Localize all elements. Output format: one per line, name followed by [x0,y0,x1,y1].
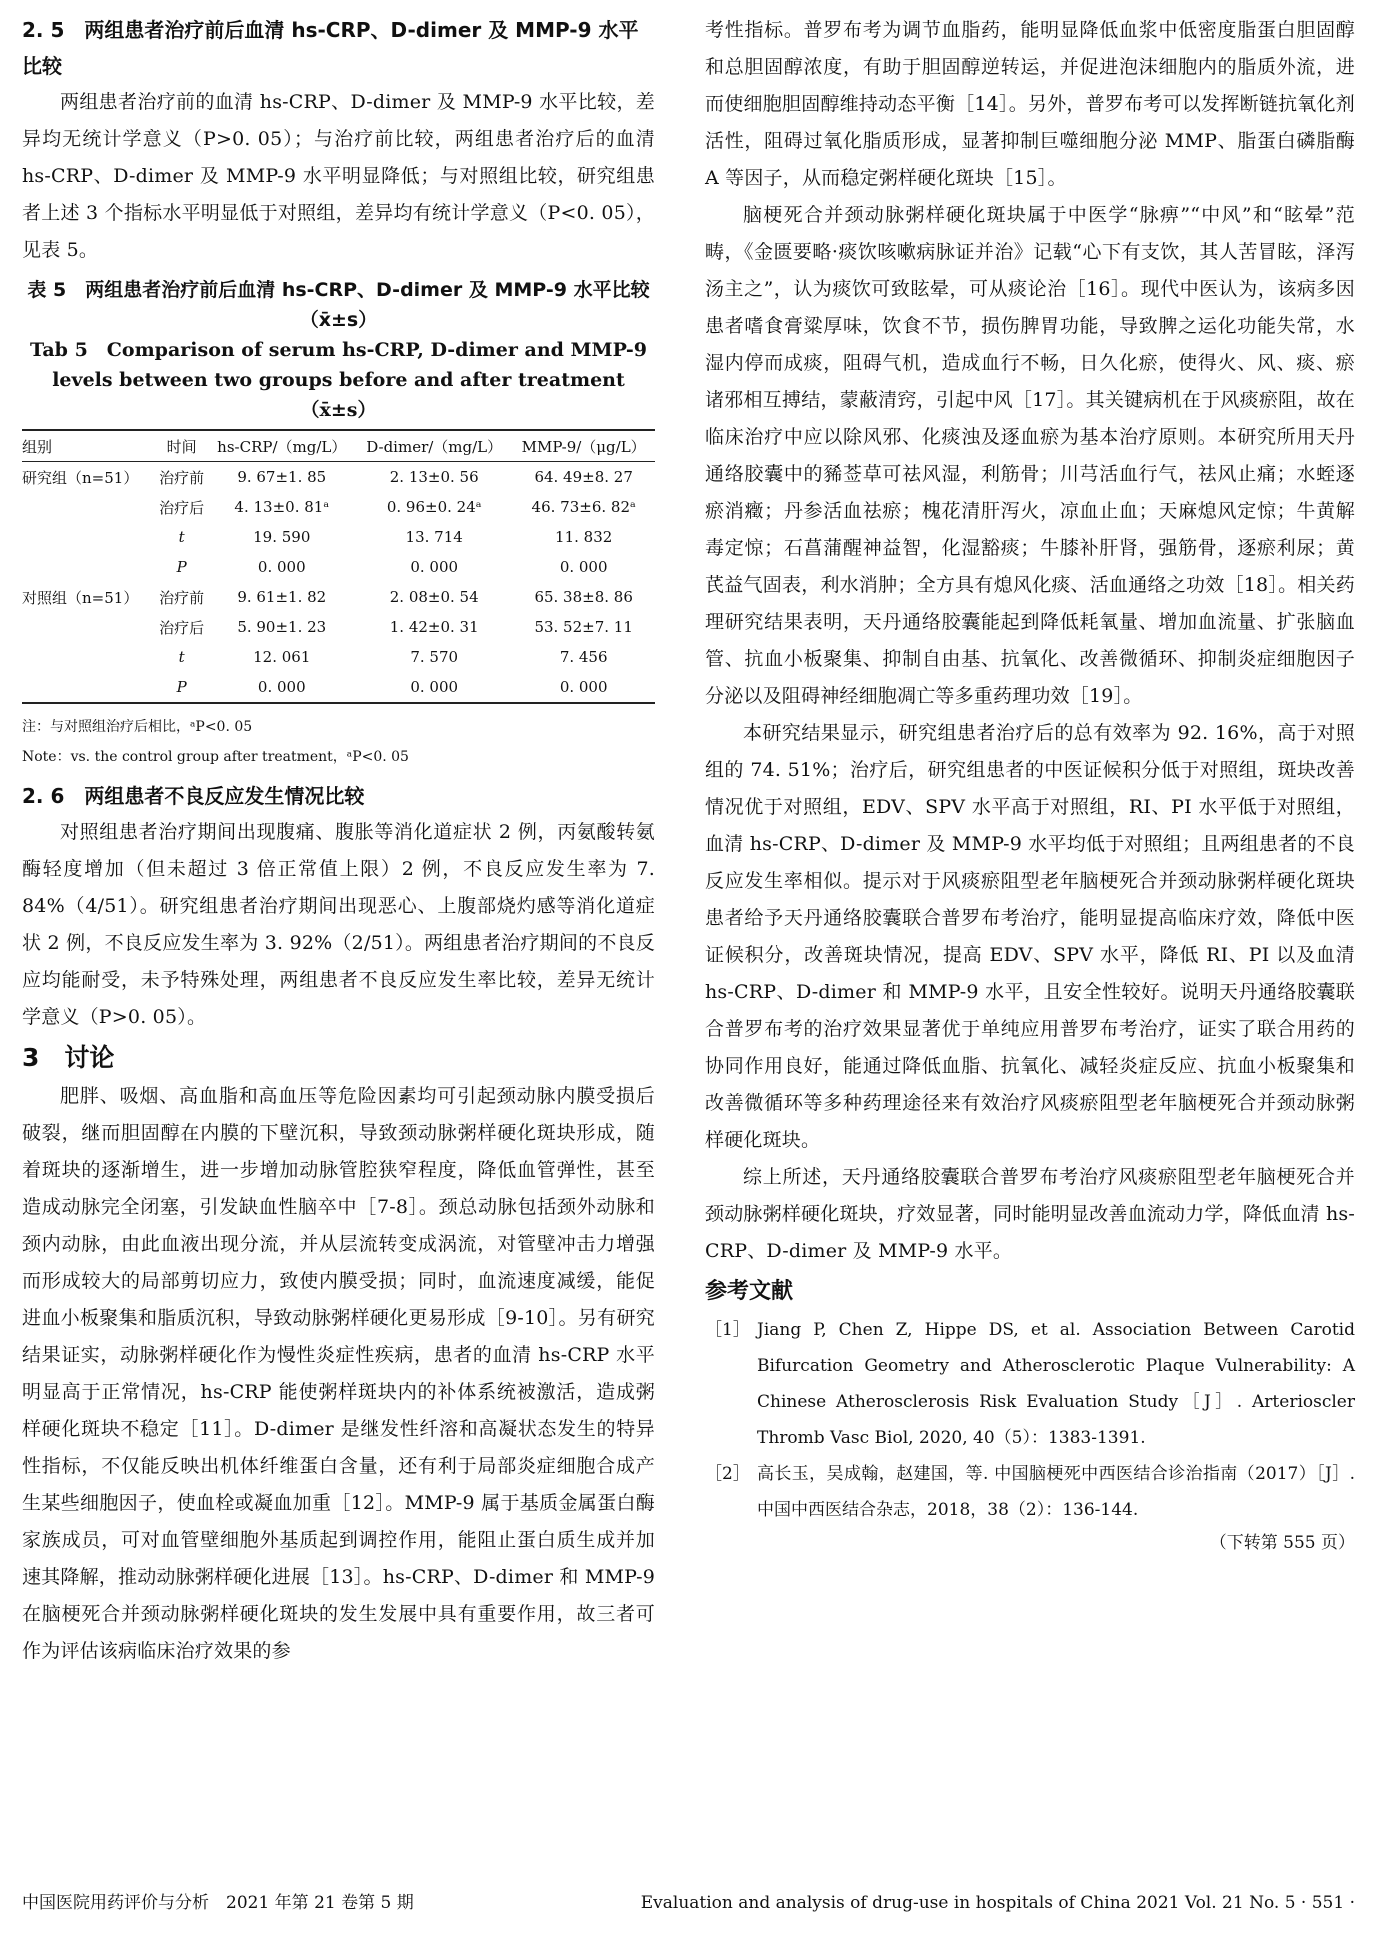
table-cell: 19. 590 [253,528,311,546]
table-cell: 7. 456 [559,648,608,666]
table-cell [22,522,156,552]
table-5-note-cn: 注：与对照组治疗后相比，ᵃP<0. 05 [22,719,253,735]
reference-text: Jiang P, Chen Z, Hippe DS, et al. Association Between Carotid Bifurcation Geometry and Atherosclerotic Plaque Vulnerability: A Chinese Atherosclerosis Risk Evaluation Study［J］. Arterioscler Thromb Vasc Biol, 2020, 40（5）：1383-1391. [757,1320,1355,1448]
table-cell: 治疗前 [159,468,205,487]
table-row [22,672,655,703]
table-cell: 1. 42±0. 31 [389,618,479,636]
reference-text: 高长玉，吴成翰，赵建国，等. 中国脑梗死中西医结合诊治指南（2017）［J］. 中国中西医结合杂志，2018，38（2）：136-144. [757,1464,1355,1520]
table-cell: 0. 000 [559,558,608,576]
section-3-paragraph: 肥胖、吸烟、高血脂和高血压等危险因素均可引起颈动脉内膜受损后破裂，继而胆固醇在内膜的下壁沉积，导致颈动脉粥样硬化斑块形成，随着斑块的逐渐增生，进一步增加动脉管腔狭窄程度，降低血管弹性，甚至造成动脉完全闭塞，引发缺血性脑卒中［7-8］。颈总动脉包括颈外动脉和颈内动脉，由此血液出现分流，并从层流转变成涡流，对管壁冲击力增强而形成较大的局部剪切应力，致使内膜受损；同时，血流速度减缓，能促进血小板聚集和脂质沉积，导致动脉粥样硬化更易形成［9-10］。另有研究结果证实，动脉粥样硬化作为慢性炎症性疾病，患者的血清 hs-CRP 水平明显高于正常情况，hs-CRP 能使粥样斑块内的补体系统被激活，造成粥样硬化斑块不稳定［11］。D-dimer 是继发性纤溶和高凝状态发生的特异性指标，不仅能反映出机体纤维蛋白含量，还有利于局部炎症细胞合成产生某些细胞因子，使血栓或凝血加重［12］。MMP-9 属于基质金属蛋白酶家族成员，可对血管壁细胞外基质起到调控作用，能阻止蛋白质生成并加速其降解，推动动脉粥样硬化进展［13］。hs-CRP、D-dimer 和 MMP-9 在脑梗死合并颈动脉粥样硬化斑块的发生发展中具有重要作用，故三者可作为评估该病临床治疗效果的参 [22,1085,655,1662]
table-row [22,582,655,612]
table-5-note-en: Note：vs. the control group after treatment，ᵃP<0. 05 [22,749,409,765]
table-cell: 53. 52±7. 11 [534,618,633,636]
table-row [22,612,655,642]
table-cell: 0. 000 [559,678,608,696]
table-cell: 12. 061 [253,648,311,666]
table-cell: 0. 000 [257,678,306,696]
table-cell: 0. 96±0. 24ᵃ [386,498,482,516]
table-header-cell: hs-CRP/（mg/L） [217,437,347,456]
table-header-row [22,430,655,462]
reference-number: ［2］ [705,1464,750,1484]
table-cell: 研究组（n=51） [22,468,139,487]
table-5 [22,429,655,704]
table-cell: 11. 832 [555,528,613,546]
table-cell: 9. 61±1. 82 [237,588,327,606]
table-cell: 治疗后 [159,498,205,517]
table-cell [22,492,156,522]
table-cell: t [178,528,185,546]
table-cell: 0. 000 [257,558,306,576]
table-row [22,642,655,672]
footer-journal-en: Evaluation and analysis of drug-use in hospitals of China 2021 Vol. 21 No. 5 · 551 · [640,1893,1355,1913]
reference-item [705,1456,1355,1528]
table-cell: 2. 08±0. 54 [389,588,479,606]
table-cell [22,612,156,642]
table-cell: 64. 49±8. 27 [534,468,633,486]
table-header-cell: 时间 [166,437,197,456]
right-column [705,12,1355,1558]
table-5-caption-en: Tab 5 Comparison of serum hs-CRP, D-dimer and MMP-9 levels between two groups before and after treatment（x̄±s） [30,339,647,421]
table-header-cell: 组别 [22,437,53,456]
section-2-5-paragraph: 两组患者治疗前的血清 hs-CRP、D-dimer 及 MMP-9 水平比较，差异均无统计学意义（P>0. 05）；与治疗前比较，两组患者治疗后的血清 hs-CRP、D-dimer 及 MMP-9 水平明显降低；与对照组比较，研究组患者上述 3 个指标水平明显低于对照组，差异均有统计学意义（P<0. 05），见表 5。 [22,91,655,261]
footer-journal-cn: 中国医院用药评价与分析 2021 年第 21 卷第 5 期 [22,1893,414,1913]
reference-number: ［1］ [705,1320,750,1340]
table-cell [22,552,156,582]
table-5-caption-cn: 表 5 两组患者治疗前后血清 hs-CRP、D-dimer 及 MMP-9 水平比较（x̄±s） [27,279,650,331]
table-header-cell: MMP-9/（μg/L） [521,437,646,456]
table-cell: 65. 38±8. 86 [534,588,633,606]
page-footer [22,1888,1355,1918]
table-cell: 9. 67±1. 85 [237,468,327,486]
discussion-paragraph-continued: 考性指标。普罗布考为调节血脂药，能明显降低血浆中低密度脂蛋白胆固醇和总胆固醇浓度，有助于胆固醇逆转运，并促进泡沫细胞内的脂质外流，进而使细胞胆固醇维持动态平衡［14］。另外，普罗布考可以发挥断链抗氧化剂活性，阻碍过氧化脂质形成，显著抑制巨噬细胞分泌 MMP、脂蛋白磷脂酶 A 等因子，从而稳定粥样硬化斑块［15］。 [705,19,1355,189]
table-cell: 46. 73±6. 82ᵃ [531,498,636,516]
table-cell: P [176,558,187,576]
table-cell: 治疗前 [159,588,205,607]
conclusion-paragraph: 综上所述，天丹通络胶囊联合普罗布考治疗风痰瘀阻型老年脑梗死合并颈动脉粥样硬化斑块，疗效显著，同时能明显改善血流动力学，降低血清 hs-CRP、D-dimer 及 MMP-9 水平。 [705,1166,1355,1262]
table-cell: 对照组（n=51） [22,588,139,607]
table-cell: 4. 13±0. 81ᵃ [234,498,330,516]
table-cell: t [178,648,185,666]
table-cell: 0. 000 [410,558,459,576]
table-cell: 7. 570 [410,648,459,666]
discussion-paragraph-results: 本研究结果显示，研究组患者治疗后的总有效率为 92. 16%，高于对照组的 74. 51%；治疗后，研究组患者的中医证候积分低于对照组，斑块改善情况优于对照组，EDV、SPV 水平高于对照组，RI、PI 水平低于对照组，血清 hs-CRP、D-dimer 及 MMP-9 水平均低于对照组；且两组患者的不良反应发生率相似。提示对于风痰瘀阻型老年脑梗死合并颈动脉粥样硬化斑块患者给予天丹通络胶囊联合普罗布考治疗，能明显提高临床疗效，降低中医证候积分，改善斑块情况，提高 EDV、SPV 水平，降低 RI、PI 以及血清 hs-CRP、D-dimer 和 MMP-9 水平，且安全性较好。说明天丹通络胶囊联合普罗布考的治疗效果显著优于单纯应用普罗布考治疗，证实了联合用药的协同作用良好，能通过降低血脂、抗氧化、减轻炎症反应、抗血小板聚集和改善微循环等多种药理途径来有效治疗风痰瘀阻型老年脑梗死合并颈动脉粥样硬化斑块。 [705,722,1355,1151]
references-title: 参考文献 [705,1279,794,1304]
table-header-cell: D-dimer/（mg/L） [366,437,503,456]
continued-note: （下转第 555 页） [1209,1533,1355,1553]
table-cell [22,642,156,672]
table-cell: 5. 90±1. 23 [237,618,327,636]
section-2-6-title: 2. 6 两组患者不良反应发生情况比较 [22,784,365,808]
section-2-6-paragraph: 对照组患者治疗期间出现腹痛、腹胀等消化道症状 2 例，丙氨酸转氨酶轻度增加（但未超过 3 倍正常值上限）2 例，不良反应发生率为 7. 84%（4/51）。研究组患者治疗期间出现恶心、上腹部烧灼感等消化道症状 2 例，不良反应发生率为 3. 92%（2/51）。两组患者治疗期间的不良反应均能耐受，未予特殊处理，两组患者不良反应发生率比较，差异无统计学意义（P>0. 05）。 [22,821,655,1028]
table-row [22,492,655,522]
table-row [22,462,655,493]
left-column [22,12,655,1670]
table-cell: 治疗后 [159,618,205,637]
table-row [22,522,655,552]
section-3-title: 3 讨论 [22,1043,115,1072]
table-cell: 13. 714 [405,528,463,546]
table-cell: P [176,678,187,696]
section-2-5-title: 2. 5 两组患者治疗前后血清 hs-CRP、D-dimer 及 MMP-9 水平比较 [22,18,639,78]
discussion-paragraph-tcm: 脑梗死合并颈动脉粥样硬化斑块属于中医学“脉痹”“中风”和“眩晕”范畴，《金匮要略·痰饮咳嗽病脉证并治》记载“心下有支饮，其人苦冒眩，泽泻汤主之”，认为痰饮可致眩晕，可从痰论治［16］。现代中医认为，该病多因患者嗜食膏粱厚味，饮食不节，损伤脾胃功能，导致脾之运化功能失常，水湿内停而成痰，阻碍气机，造成血行不畅，日久化瘀，使得火、风、痰、瘀诸邪相互搏结，蒙蔽清窍，引起中风［17］。其关键病机在于风痰瘀阻，故在临床治疗中应以除风邪、化痰浊及逐血瘀为基本治疗原则。本研究所用天丹通络胶囊中的豨莶草可祛风湿，利筋骨；川芎活血行气，祛风止痛；水蛭逐瘀消癥；丹参活血祛瘀；槐花清肝泻火，凉血止血；天麻熄风定惊；牛黄解毒定惊；石菖蒲醒神益智，化湿豁痰；牛膝补肝肾，强筋骨，逐瘀利尿；黄芪益气固表，利水消肿；全方具有熄风化痰、活血通络之功效［18］。相关药理研究结果表明，天丹通络胶囊能起到降低耗氧量、增加血流量、扩张脑血管、抗血小板聚集、抑制自由基、抗氧化、改善微循环、抑制炎症细胞因子分泌以及阻碍神经细胞凋亡等多重药理功效［19］。 [705,204,1355,707]
table-cell: 0. 000 [410,678,459,696]
table-cell: 2. 13±0. 56 [389,468,479,486]
table-row [22,552,655,582]
reference-item [705,1312,1355,1456]
table-cell [22,672,156,703]
